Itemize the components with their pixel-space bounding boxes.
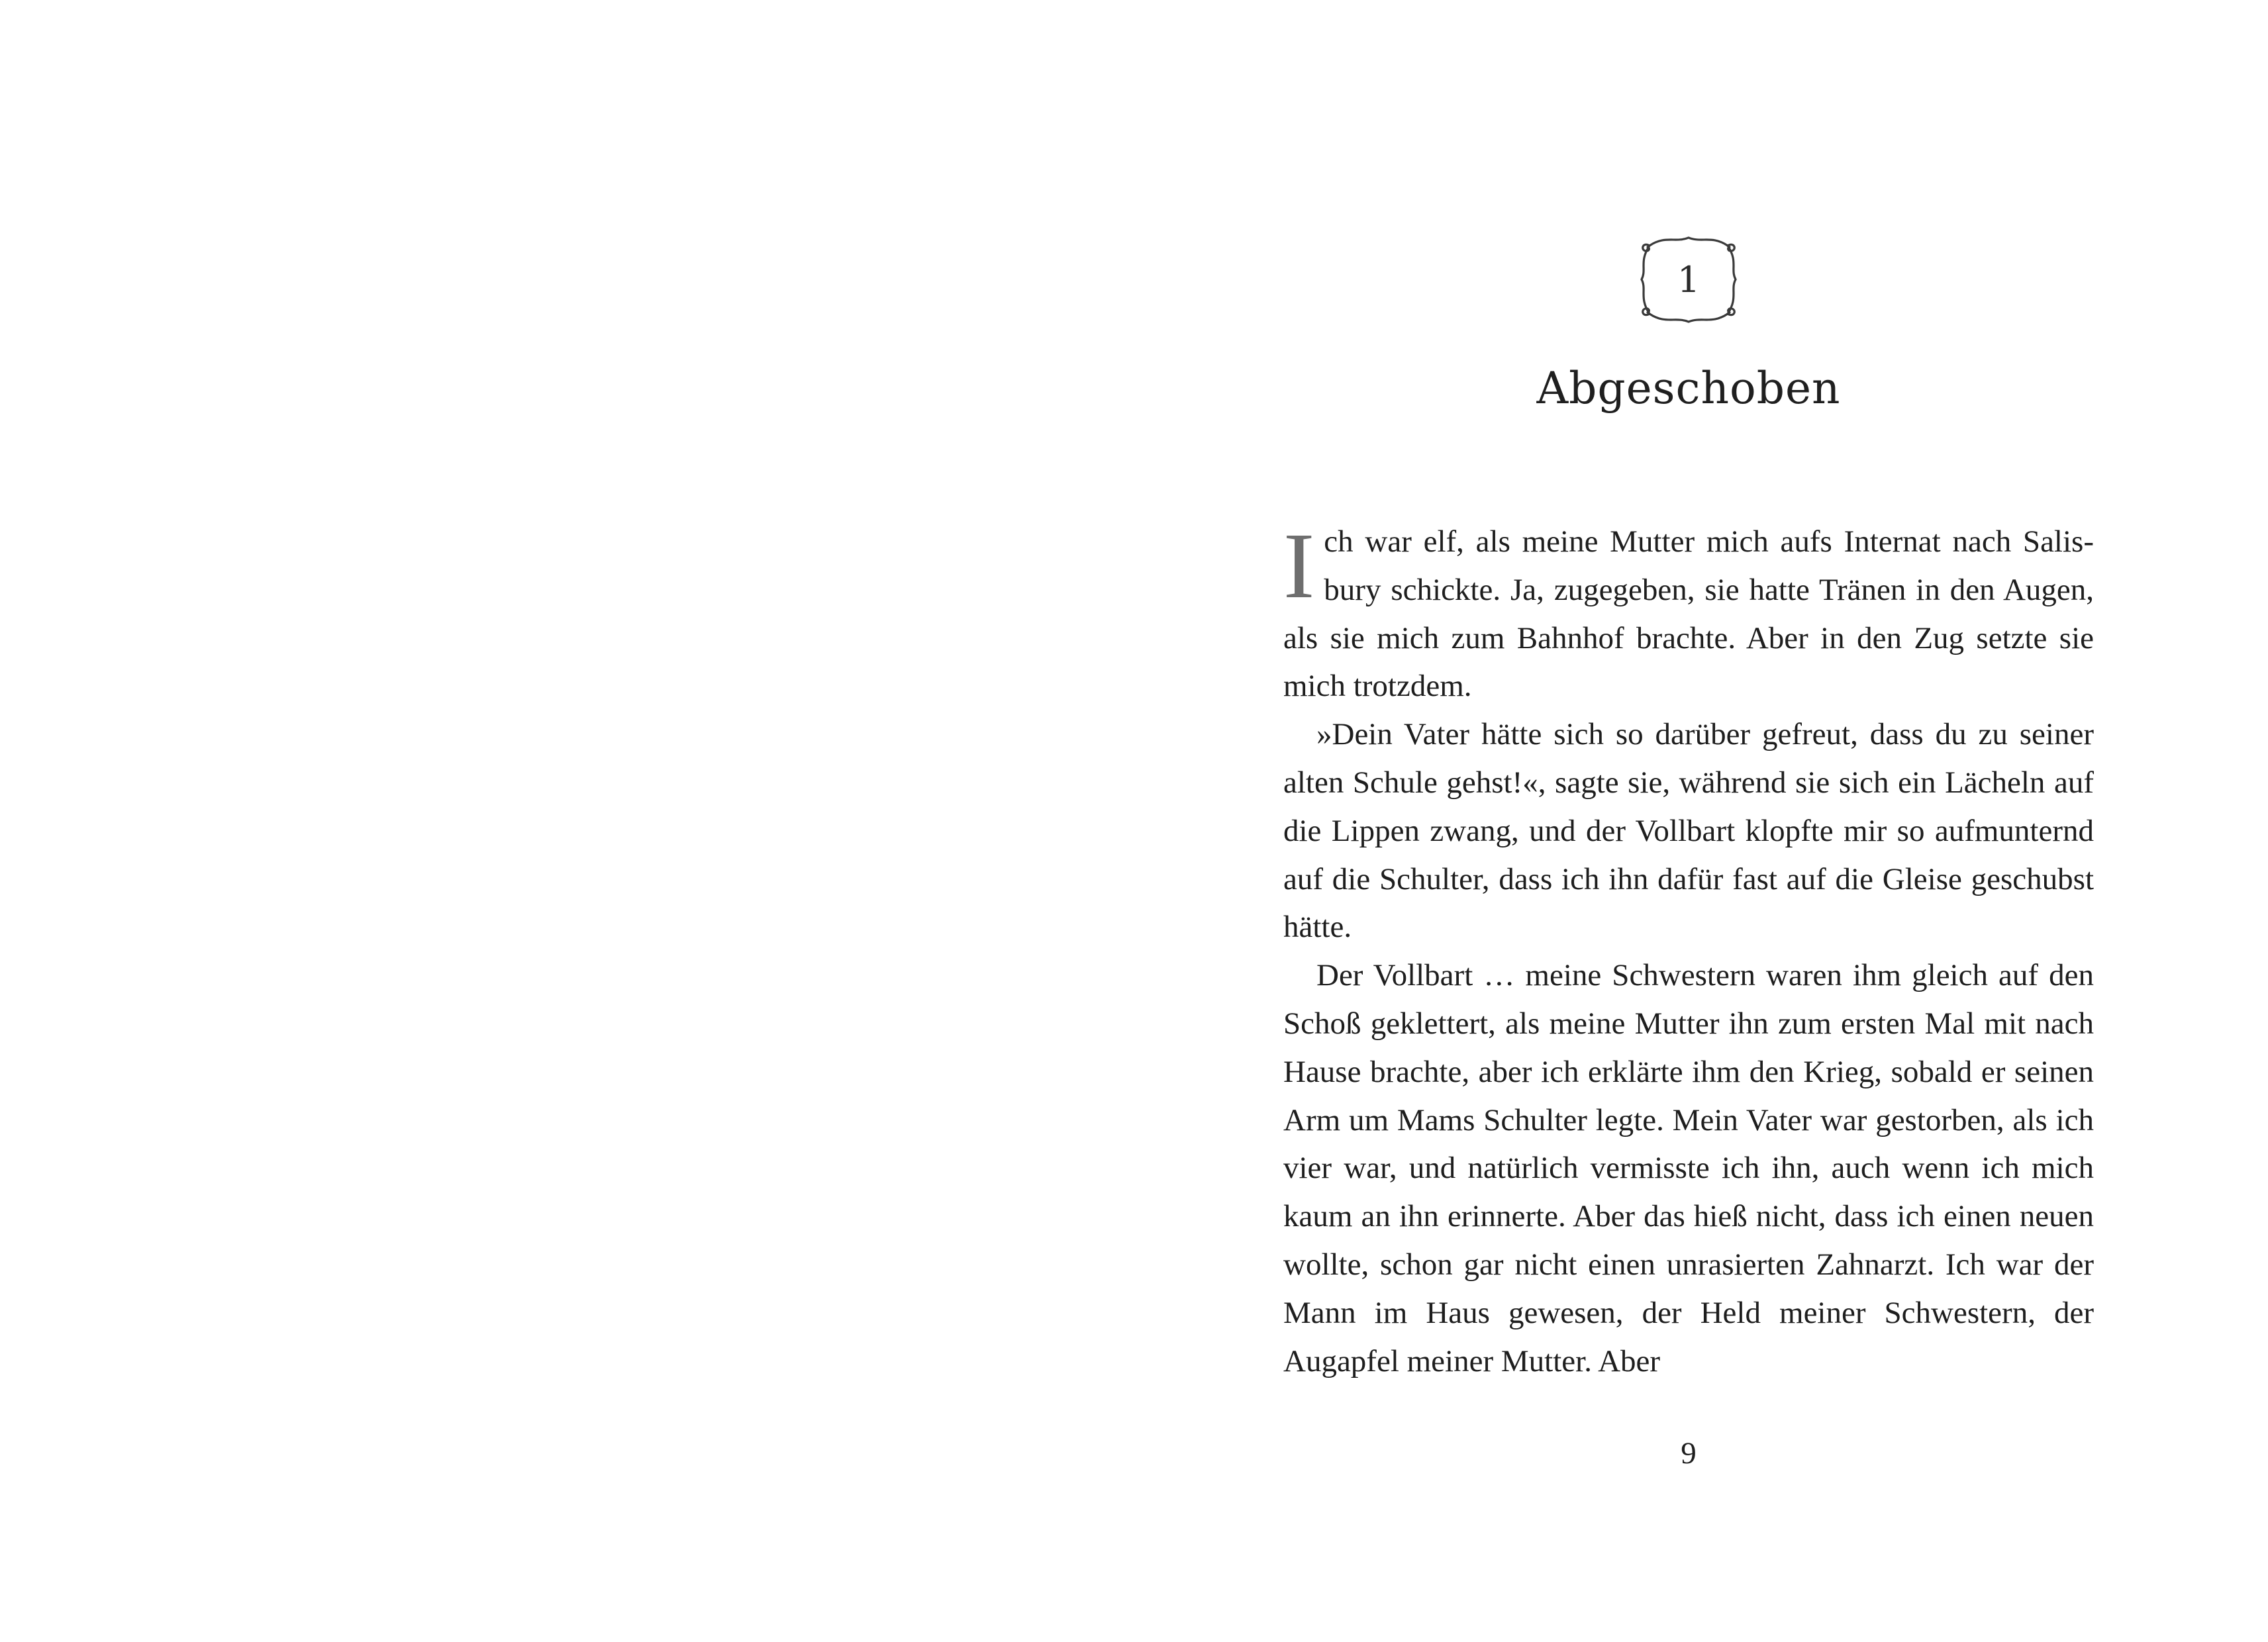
drop-cap: I: [1283, 513, 1315, 618]
paragraph-2: »Dein Vater hätte sich so darüber gefreut, dass du zu seiner alten Schule gehst!«, sagte sie, während sie sich ein Lächeln auf die Lippen zwang, und der Vollbart klopfte mir so aufmunternd auf die Schulter, dass ich ihn dafür fast auf die Gleise geschubst hätte.: [1283, 717, 2094, 945]
chapter-number-frame: [1632, 228, 1745, 331]
paragraph-1-text: ch war elf, als meine Mutter mich aufs Internat nach Salisbury schickte. Ja, zugegeben, sie hatte Tränen in den Augen, als sie mich zum Bahnhof brachte. Aber in den Zug setzte sie mich trotzdem.: [1283, 524, 2094, 704]
chapter-number: 1: [1677, 259, 1701, 301]
body-text: [1283, 513, 2094, 1385]
chapter-title: Abgeschoben: [1536, 363, 1841, 414]
paragraph-1: [1283, 513, 2094, 710]
paragraph-3: Der Vollbart … meine Schwestern waren ihm gleich auf den Schoß geklettert, als meine Mutter ihn zum ersten Mal mit nach Hause brachte, aber ich erklärte ihm den Krieg, sobald er seinen Arm um Mams Schulter legte. Mein Vater war gestorben, als ich vier war, und natürlich vermisste ich ihn, auch wenn ich mich kaum an ihn erinnerte. Aber das hieß nicht, dass ich einen neuen wollte, schon gar nicht einen unrasierten Zahnarzt. Ich war der Mann im Haus gewesen, der Held meiner Schwestern, der Augapfel meiner Mutter. Aber: [1283, 958, 2094, 1378]
page-number: 9: [1681, 1436, 1697, 1471]
